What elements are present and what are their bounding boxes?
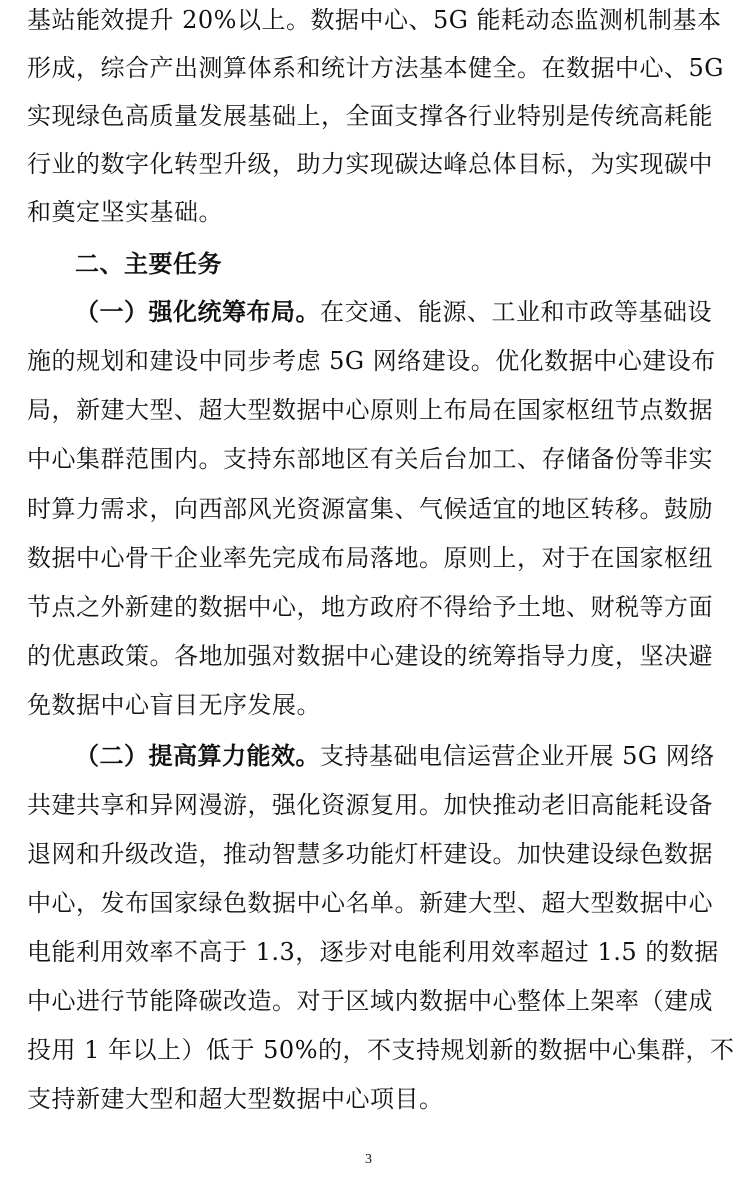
paragraph-line: 形成，综合产出测算体系和统计方法基本健全。在数据中心、5G	[27, 54, 724, 82]
paragraph-line: 投用 1 年以上）低于 50%的，不支持规划新的数据中心集群，不	[27, 1036, 735, 1064]
paragraph-line: 施的规划和建设中同步考虑 5G 网络建设。优化数据中心建设布	[27, 347, 716, 375]
paragraph-line: 中心集群范围内。支持东部地区有关后台加工、存储备份等非实	[27, 445, 713, 473]
paragraph-line: 中心进行节能降碳改造。对于区域内数据中心整体上架率（建成	[27, 987, 713, 1015]
paragraph-line: 中心，发布国家绿色数据中心名单。新建大型、超大型数据中心	[27, 889, 713, 917]
task2-first-line	[75, 736, 715, 776]
paragraph-line: 时算力需求，向西部风光资源富集、气候适宜的地区转移。鼓励	[27, 495, 713, 523]
paragraph-line: 电能利用效率不高于 1.3，逐步对电能利用效率超过 1.5 的数据	[27, 938, 719, 966]
page-number: 3	[365, 1152, 372, 1167]
paragraph-line: 节点之外新建的数据中心，地方政府不得给予土地、财税等方面	[27, 593, 713, 621]
paragraph-line: 局，新建大型、超大型数据中心原则上布局在国家枢纽节点数据	[27, 396, 713, 424]
task2-first-line-text: 支持基础电信运营企业开展 5G 网络	[320, 742, 715, 770]
paragraph-line: 退网和升级改造，推动智慧多功能灯杆建设。加快建设绿色数据	[27, 840, 713, 868]
section-heading: 二、主要任务	[75, 250, 222, 278]
task1-lead: （一）强化统筹布局。	[75, 297, 320, 326]
paragraph-line: 共建共享和异网漫游，强化资源复用。加快推动老旧高能耗设备	[27, 791, 713, 819]
task2-lead: （二）提高算力能效。	[75, 741, 320, 770]
task1-first-line-text: 在交通、能源、工业和市政等基础设	[320, 298, 712, 326]
paragraph-line: 数据中心骨干企业率先完成布局落地。原则上，对于在国家枢纽	[27, 544, 713, 572]
paragraph-line: 支持新建大型和超大型数据中心项目。	[27, 1085, 444, 1113]
paragraph-line: 行业的数字化转型升级，助力实现碳达峰总体目标，为实现碳中	[27, 150, 713, 178]
paragraph-line: 和奠定坚实基础。	[27, 198, 223, 226]
paragraph-line: 实现绿色高质量发展基础上，全面支撑各行业特别是传统高耗能	[27, 102, 713, 130]
paragraph-line: 基站能效提升 20%以上。数据中心、5G 能耗动态监测机制基本	[27, 6, 722, 34]
paragraph-line: 的优惠政策。各地加强对数据中心建设的统筹指导力度，坚决避	[27, 642, 713, 670]
paragraph-line: 免数据中心盲目无序发展。	[27, 691, 321, 719]
task1-first-line	[75, 292, 712, 332]
